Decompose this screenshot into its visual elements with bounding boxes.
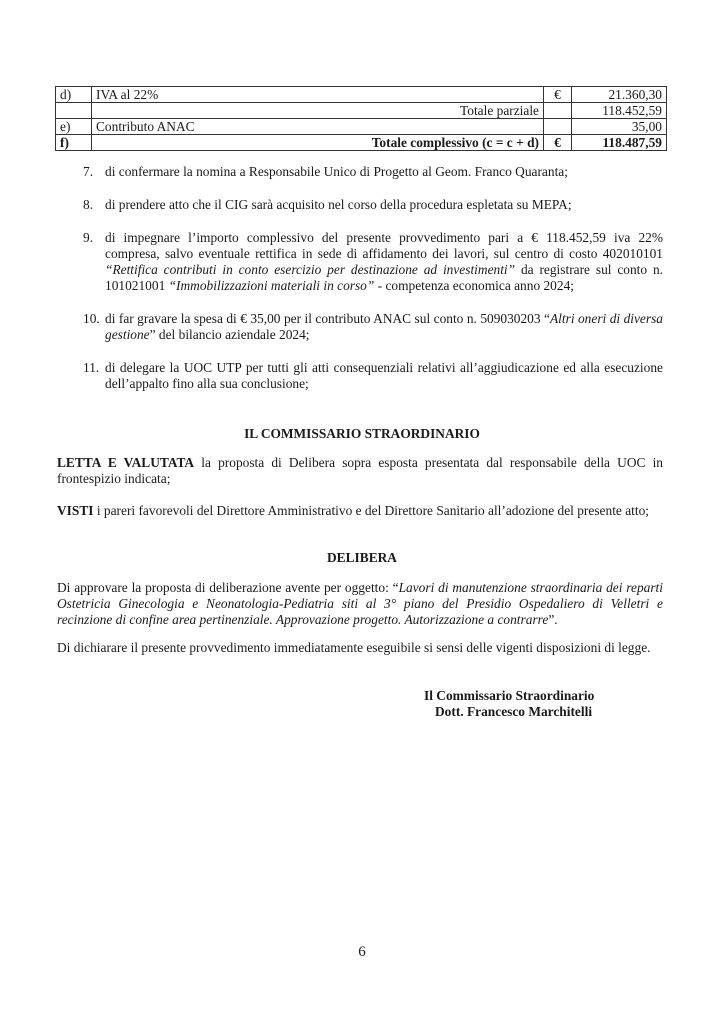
- row-amount: 21.360,30: [572, 87, 667, 103]
- row-letter: f): [56, 135, 92, 151]
- list-text: [105, 311, 663, 343]
- list-number: 9.: [83, 230, 94, 245]
- page-number: 6: [358, 944, 366, 960]
- currency-symbol: [544, 119, 572, 135]
- text-segment: di far gravare la spesa di € 35,00 per il contributo ANAC sul conto n. 509030203 “: [105, 311, 550, 326]
- row-description: IVA al 22%: [92, 87, 544, 103]
- table-row: [56, 119, 667, 135]
- row-description: Totale complessivo (c = c + d): [92, 135, 544, 151]
- signature-block: [424, 688, 664, 720]
- table-row: [56, 103, 667, 119]
- currency-symbol: €: [544, 87, 572, 103]
- list-number: 11.: [83, 360, 100, 375]
- italic-segment: Lavori di manutenzione straordinaria dei reparti Ostetricia Ginecologia e Neonatologia-Pediatria siti al 3° piano del Presidio Ospedaliero di Velletri e recinzione di confine area pertinenziale. Approvazione progetto. Autorizzazione a contrarre: [57, 580, 663, 627]
- italic-segment: “Rettifica contributi in conto esercizio per destinazione ad investimenti”: [105, 262, 516, 277]
- list-text: di prendere atto che il CIG sarà acquisito nel corso della procedura espletata su MEPA;: [105, 197, 572, 212]
- row-description: Totale parziale: [92, 103, 544, 119]
- signature-name: Dott. Francesco Marchitelli: [435, 704, 593, 719]
- italic-segment: Altri oneri di diversa gestione: [105, 311, 663, 342]
- row-description: Contributo ANAC: [92, 119, 544, 135]
- paragraph-dichiarare: Di dichiarare il presente provvedimento immediatamente eseguibile si sensi delle vigenti disposizioni di legge.: [57, 640, 651, 655]
- list-text: [105, 230, 663, 294]
- text-segment: ” del bilancio aziendale 2024;: [149, 327, 310, 342]
- list-text: di confermare la nomina a Responsabile Unico di Progetto al Geom. Franco Quaranta;: [105, 164, 568, 179]
- text-segment: da registrare sul conto n. 101021001: [105, 262, 663, 293]
- resolution-list: [83, 164, 663, 408]
- bold-lead: LETTA E VALUTATA: [57, 455, 195, 470]
- paragraph-approvare: [57, 580, 663, 628]
- text-segment: i pareri favorevoli del Direttore Amministrativo e del Direttore Sanitario all’adozione del presente atto;: [93, 503, 649, 518]
- list-number: 8.: [83, 197, 94, 212]
- row-letter: e): [56, 119, 92, 135]
- currency-symbol: €: [544, 135, 572, 151]
- text-segment: di impegnare l’importo complessivo del presente provvedimento pari a € 118.452,59 iva 22% compresa, salvo eventuale rettifica in sede di affidamento dei lavori, sul centro di costo 402010101: [105, 230, 663, 261]
- section-heading-delibera: DELIBERA: [327, 550, 397, 565]
- italic-segment: “Immobilizzazioni materiali in corso”: [168, 278, 375, 293]
- row-letter: [56, 103, 92, 119]
- list-item-10: [83, 311, 663, 343]
- section-heading-commissario: IL COMMISSARIO STRAORDINARIO: [244, 426, 480, 441]
- text-segment: - competenza economica anno 2024;: [374, 278, 574, 293]
- currency-symbol: [544, 103, 572, 119]
- bold-lead: VISTI: [57, 503, 94, 518]
- list-number: 10.: [83, 311, 100, 326]
- list-item-11: [83, 360, 663, 392]
- list-item-7: [83, 164, 663, 180]
- table-row: [56, 87, 667, 103]
- row-amount: 118.487,59: [572, 135, 667, 151]
- paragraph-visti: [57, 503, 663, 519]
- list-number: 7.: [83, 164, 94, 179]
- cost-table: [55, 86, 667, 151]
- row-amount: 118.452,59: [572, 103, 667, 119]
- table-row: [56, 135, 667, 151]
- signature-title: Il Commissario Straordinario: [424, 688, 595, 703]
- list-text: di delegare la UOC UTP per tutti gli atti consequenziali relativi all’aggiudicazione ed alla esecuzione dell’appalto fino alla sua conclusione;: [105, 360, 663, 391]
- paragraph-letta-e-valutata: [57, 455, 663, 487]
- row-amount: 35,00: [572, 119, 667, 135]
- text-segment: Di approvare la proposta di deliberazione avente per oggetto: “: [57, 580, 399, 595]
- text-segment: ”.: [548, 612, 558, 627]
- list-item-8: [83, 197, 663, 213]
- row-letter: d): [56, 87, 92, 103]
- list-item-9: [83, 230, 663, 294]
- text-segment: la proposta di Delibera sopra esposta presentata dal responsabile della UOC in frontespizio indicata;: [57, 455, 663, 486]
